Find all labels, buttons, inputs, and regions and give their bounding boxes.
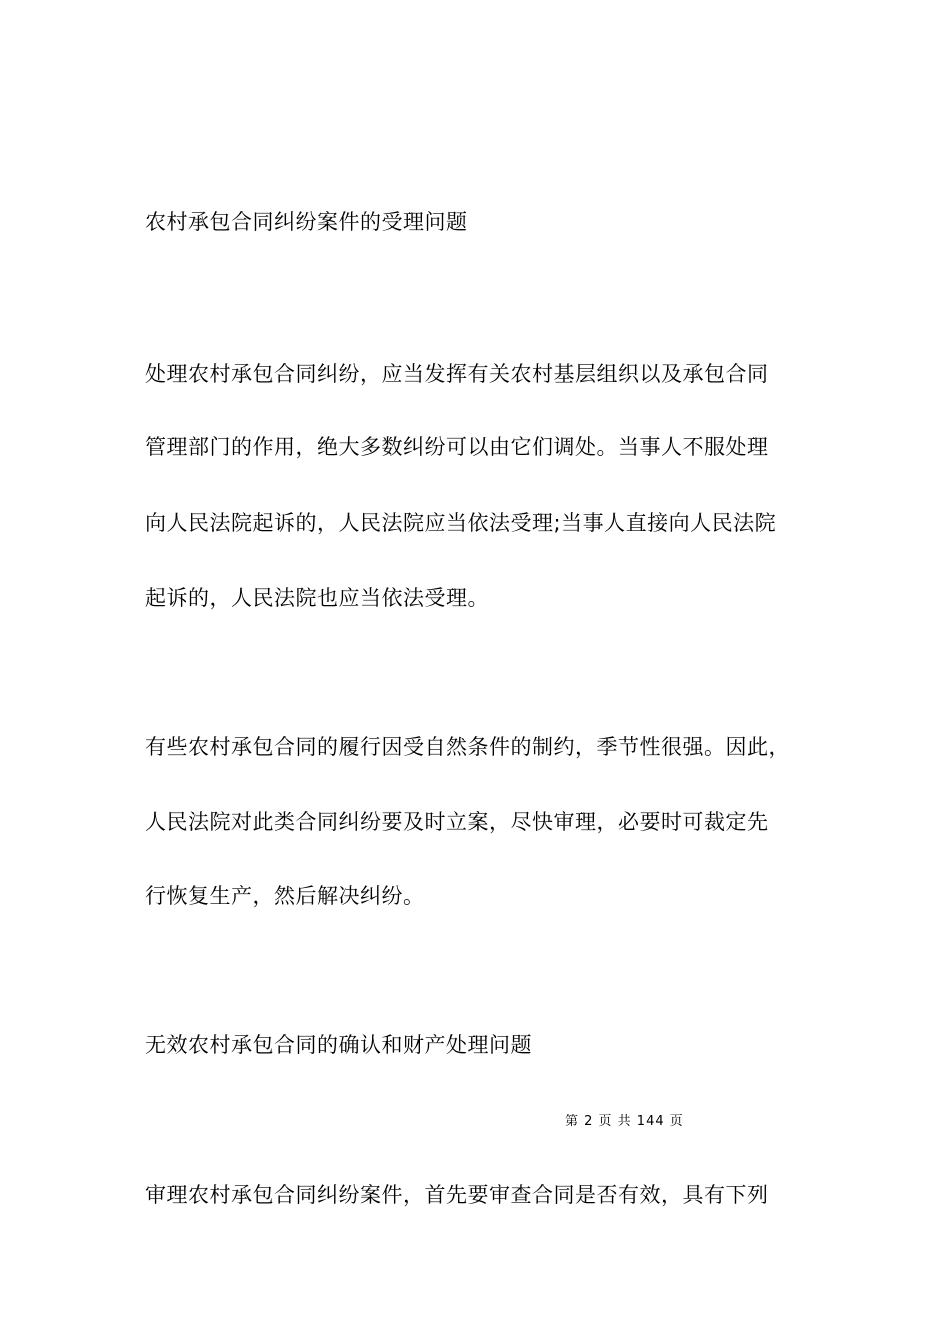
paragraph-1-line-4: 起诉的，人民法院也应当依法受理。 bbox=[145, 586, 489, 610]
page-number-footer: 第 2 页 共 144 页 bbox=[565, 1114, 684, 1129]
paragraph-1-line-3: 向人民法院起诉的，人民法院应当依法受理;当事人直接向人民法院 bbox=[145, 511, 777, 535]
paragraph-1-line-2: 管理部门的作用，绝大多数纠纷可以由它们调处。当事人不服处理 bbox=[145, 435, 769, 459]
paragraph-1-line-1: 处理农村承包合同纠纷，应当发挥有关农村基层组织以及承包合同 bbox=[145, 362, 769, 386]
section-heading-acceptance: 农村承包合同纠纷案件的受理问题 bbox=[145, 210, 468, 234]
paragraph-2-line-3: 行恢复生产，然后解决纠纷。 bbox=[145, 884, 425, 908]
paragraph-3-line-1: 审理农村承包合同纠纷案件，首先要审查合同是否有效，具有下列 bbox=[145, 1183, 769, 1207]
paragraph-2-line-2: 人民法院对此类合同纠纷要及时立案，尽快审理，必要时可裁定先 bbox=[145, 810, 769, 834]
section-heading-invalid-contract: 无效农村承包合同的确认和财产处理问题 bbox=[145, 1033, 532, 1057]
paragraph-2-line-1: 有些农村承包合同的履行因受自然条件的制约，季节性很强。因此， bbox=[145, 735, 790, 759]
